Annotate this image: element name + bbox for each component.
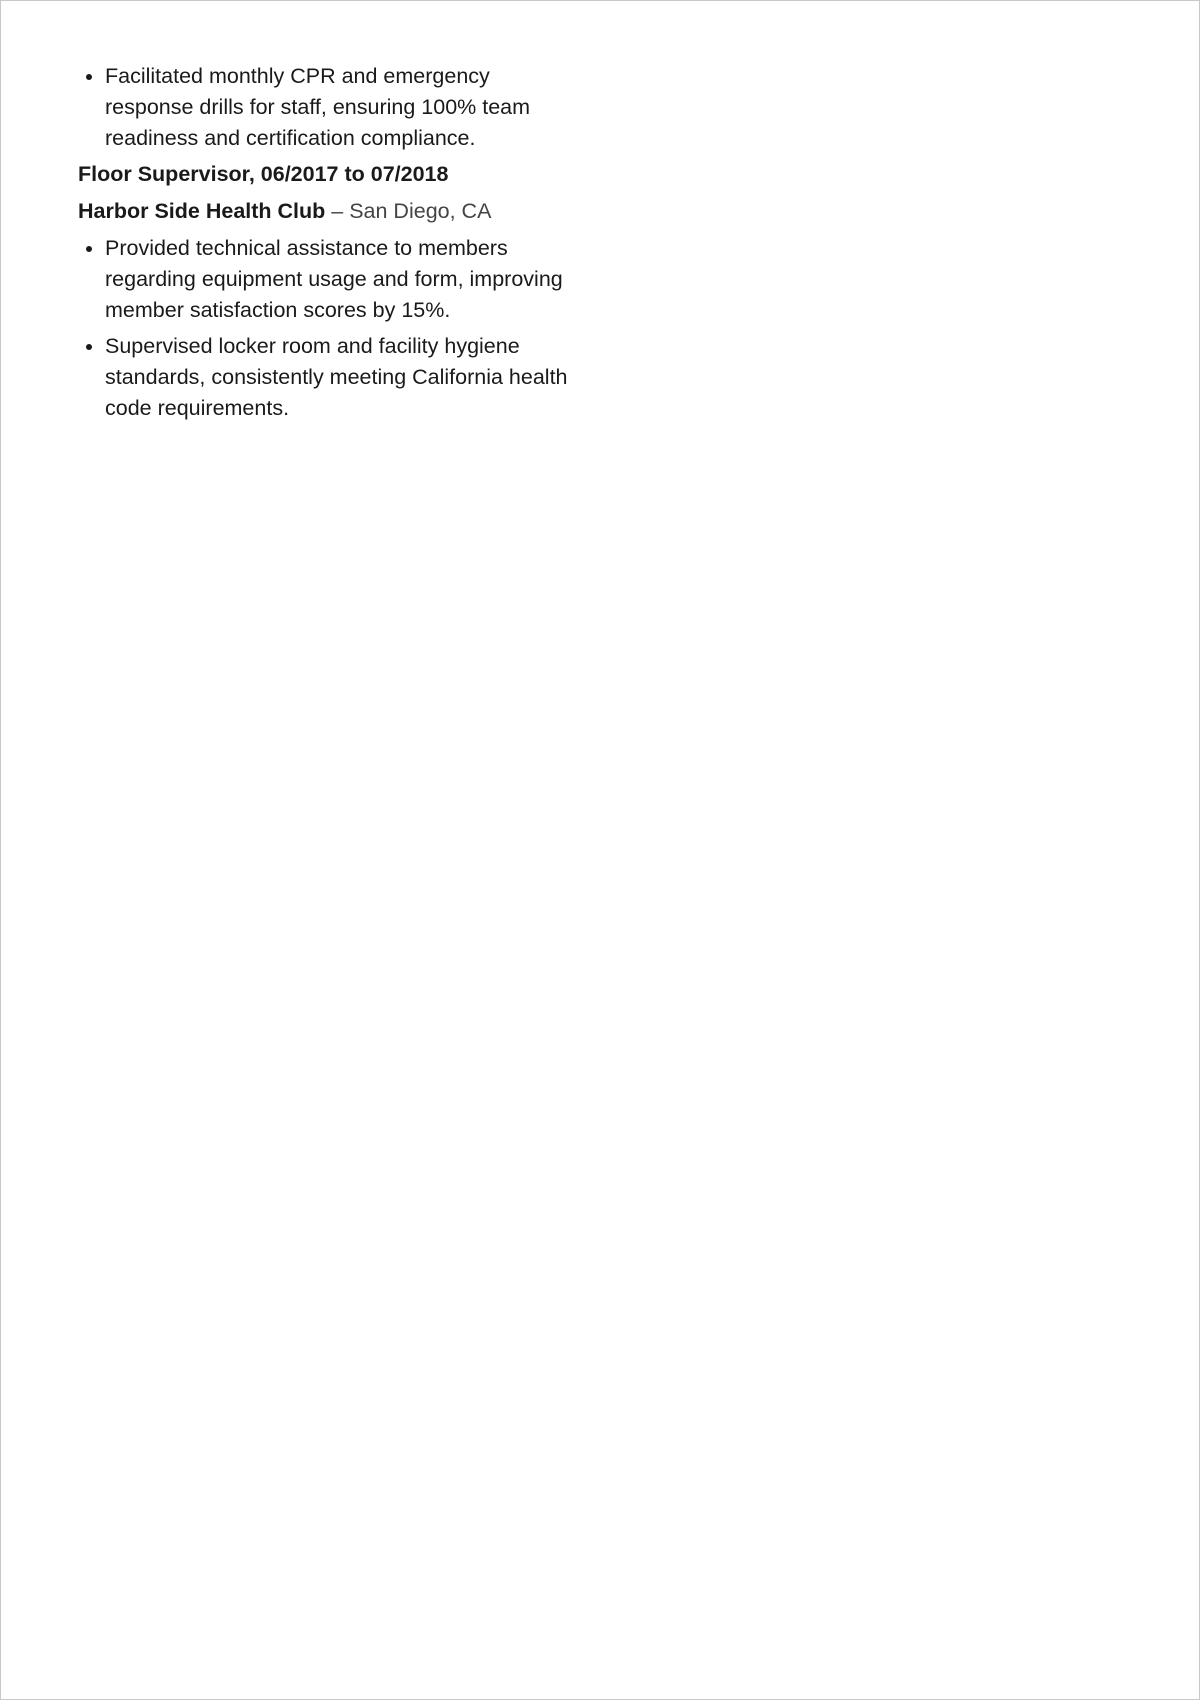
experience-section bbox=[78, 61, 578, 429]
job-title: Floor Supervisor, 06/2017 to 07/2018 bbox=[78, 162, 449, 186]
previous-job-bullets bbox=[78, 61, 578, 154]
bullet-item: • Facilitated monthly CPR and emergency response drills for staff, ensuring 100% team readiness and certification compliance. bbox=[105, 61, 578, 154]
employer-location: San Diego, CA bbox=[349, 199, 492, 223]
job-bullets bbox=[78, 233, 578, 424]
location-separator: – bbox=[325, 199, 350, 223]
bullet-item: • Supervised locker room and facility hygiene standards, consistently meeting California health code requirements. bbox=[105, 331, 578, 424]
bullet-item: • Provided technical assistance to members regarding equipment usage and form, improving member satisfaction scores by 15%. bbox=[105, 233, 578, 326]
employer-name: Harbor Side Health Club bbox=[78, 199, 326, 223]
employer-line bbox=[78, 196, 578, 227]
